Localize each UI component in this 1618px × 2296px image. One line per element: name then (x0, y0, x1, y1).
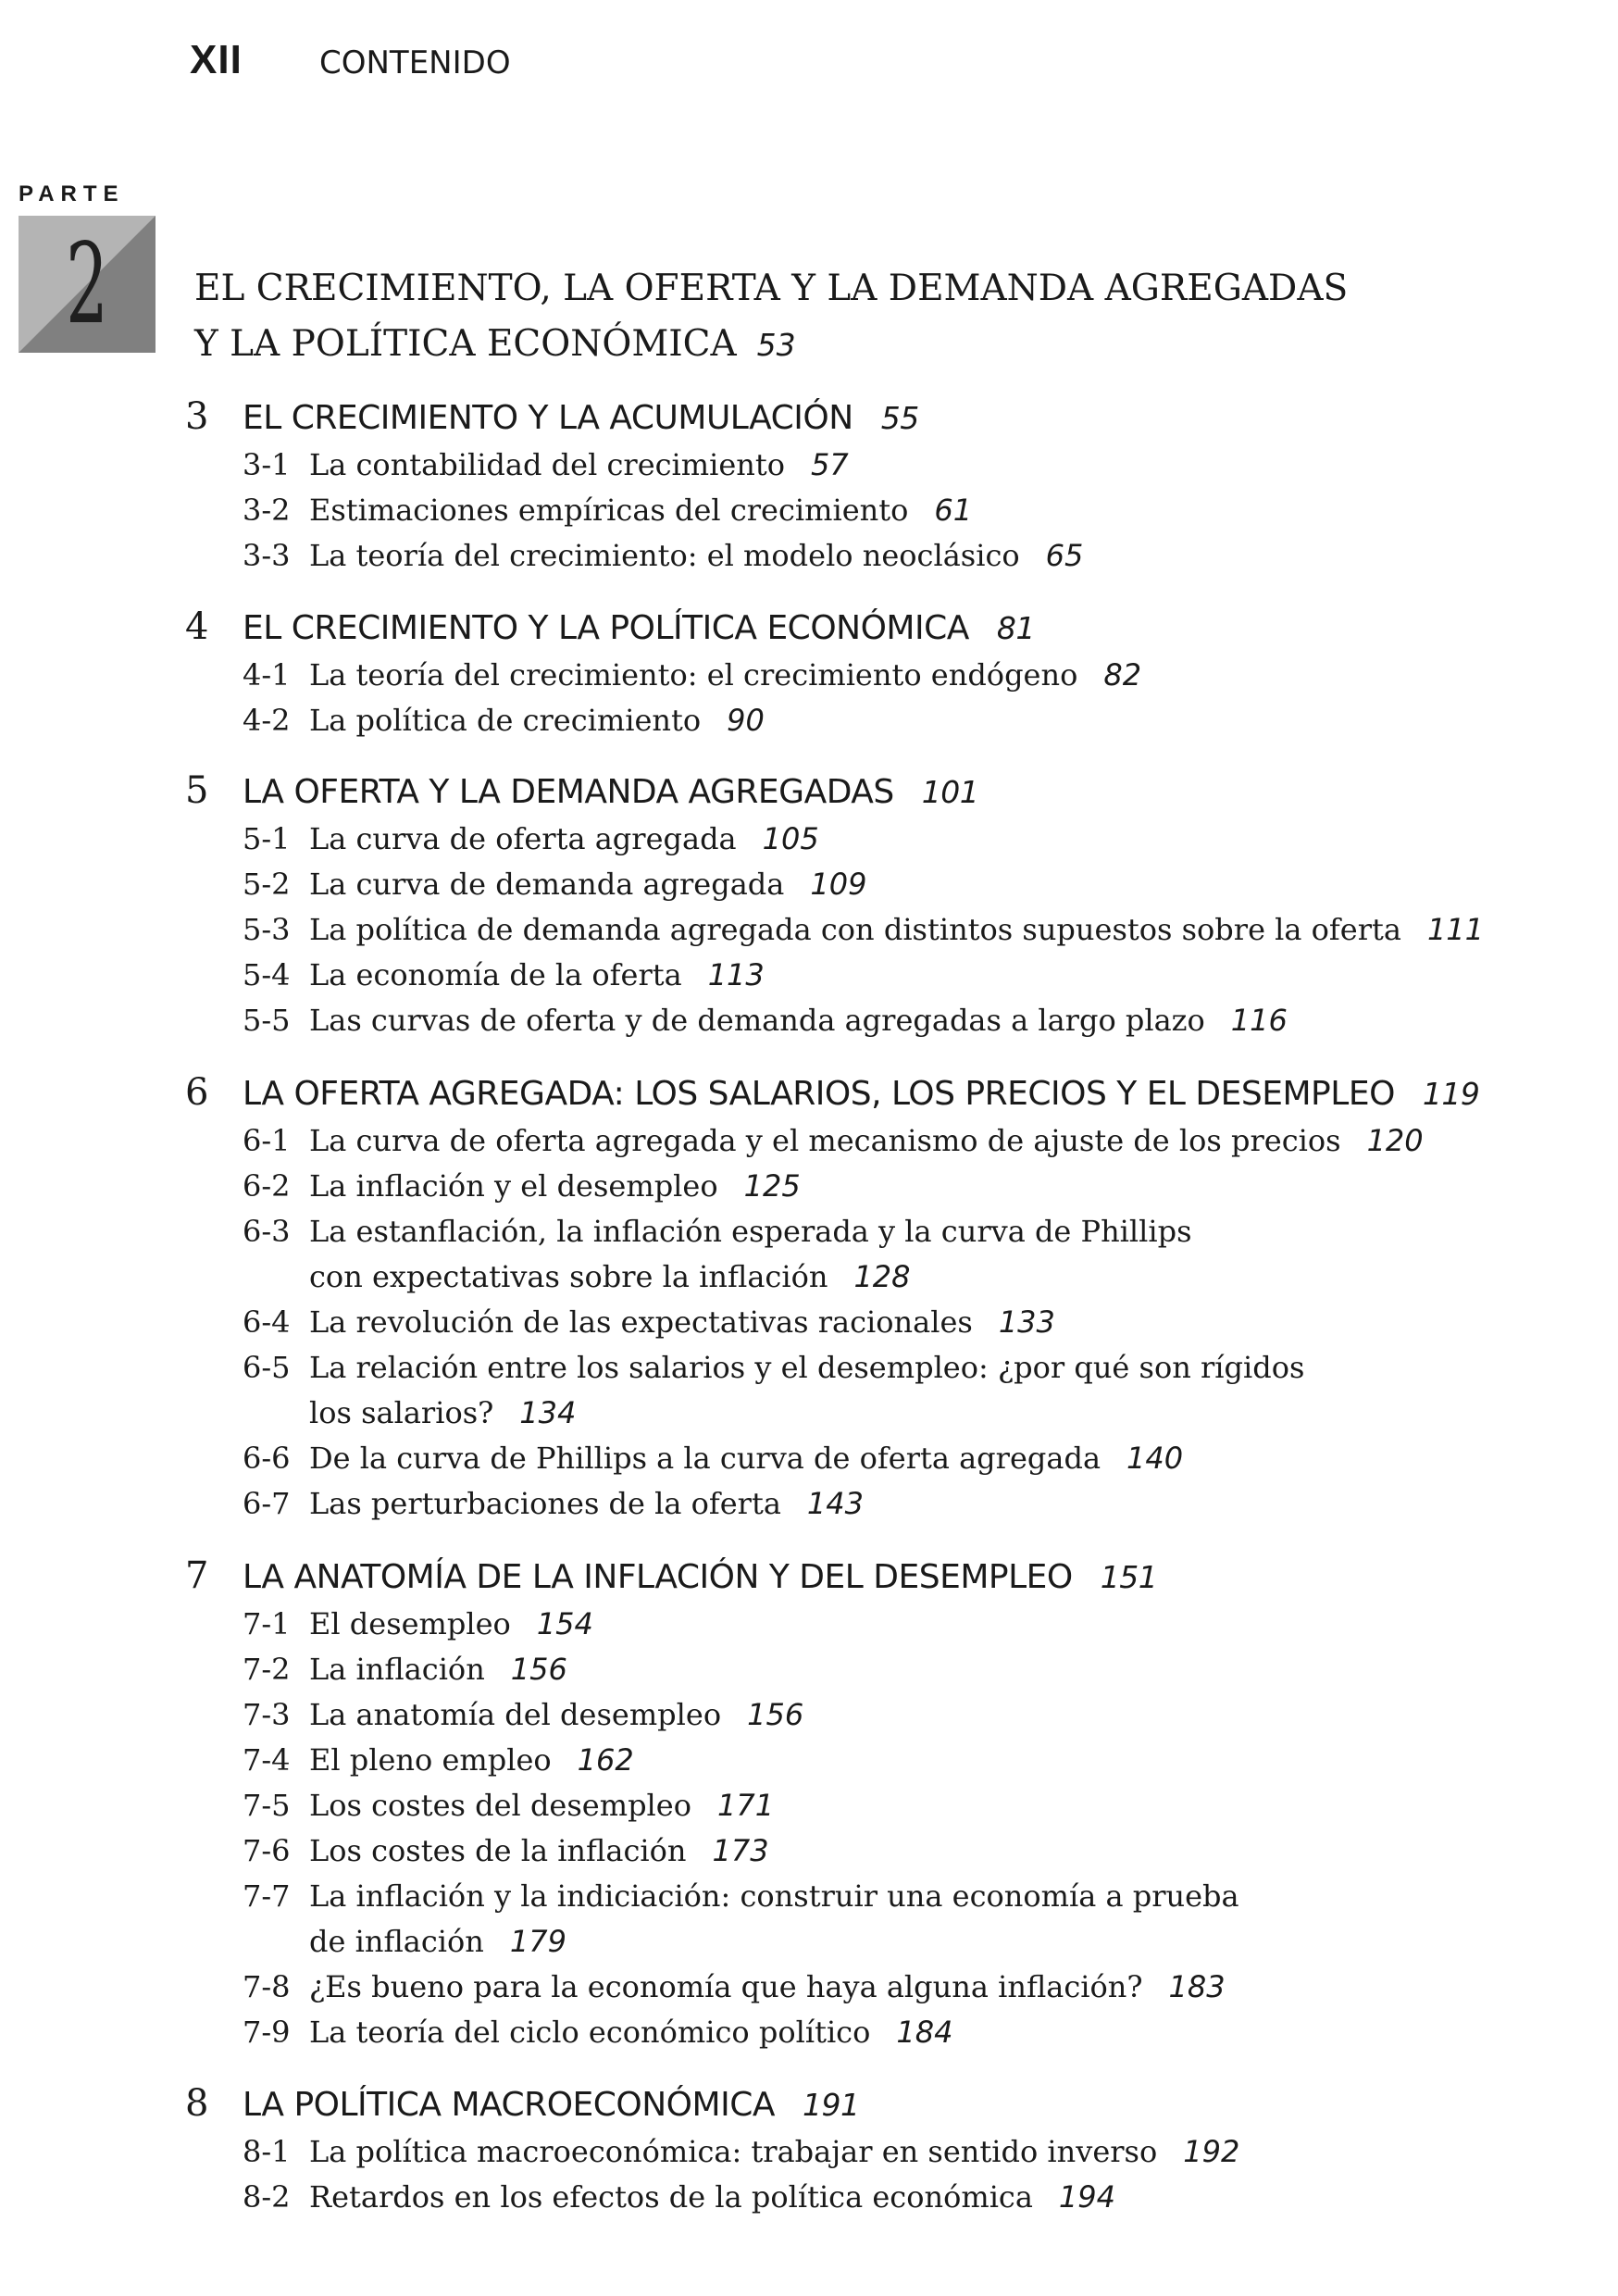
section-3-1 (185, 443, 1083, 488)
chapter-heading (185, 392, 1083, 443)
part-number: 2 (66, 219, 108, 349)
section-7-8 (185, 1965, 1239, 2010)
section-page: 143 (806, 1486, 864, 1521)
section-4-2 (185, 698, 1141, 743)
section-7-5 (185, 1783, 1239, 1828)
section-title: Las curvas de oferta y de demanda agregadas a largo plazo (309, 1003, 1205, 1038)
section-page: 154 (536, 1606, 593, 1641)
section-title-continued: con expectativas sobre la inflación (309, 1259, 828, 1294)
section-page: 192 (1183, 2134, 1240, 2169)
section-5-4 (185, 953, 1484, 998)
section-number: 7-2 (243, 1652, 291, 1687)
section-6-2 (185, 1164, 1479, 1209)
section-number: 4-1 (243, 657, 291, 693)
chapter-title: EL CRECIMIENTO Y LA POLÍTICA ECONÓMICA (243, 609, 969, 647)
section-number: 7-1 (243, 1606, 291, 1641)
chapter-title: EL CRECIMIENTO Y LA ACUMULACIÓN (243, 399, 853, 437)
section-number: 8-2 (243, 2179, 291, 2215)
section-title: Los costes de la inflación (309, 1833, 687, 1868)
chapter-page: 101 (921, 774, 979, 810)
chapter-number: 5 (185, 769, 208, 812)
section-number: 6-6 (243, 1441, 291, 1476)
chapter-heading (185, 2078, 1239, 2129)
section-4-1 (185, 653, 1141, 698)
section-number: 6-2 (243, 1168, 291, 1204)
section-page: 140 (1126, 1441, 1184, 1476)
section-title: La curva de demanda agregada (309, 867, 785, 902)
section-number: 5-2 (243, 867, 291, 902)
section-page: 61 (934, 493, 973, 528)
section-page: 162 (577, 1742, 634, 1778)
section-6-7 (185, 1481, 1479, 1527)
section-number: 7-3 (243, 1697, 291, 1732)
part-title (194, 261, 1348, 373)
chapter-page: 119 (1422, 1076, 1480, 1112)
section-number: 5-1 (243, 821, 291, 856)
section-number: 7-6 (243, 1833, 291, 1868)
section-8-2 (185, 2175, 1239, 2220)
section-title: Retardos en los efectos de la política económica (309, 2179, 1033, 2215)
chapter-3 (185, 392, 1083, 579)
section-7-6 (185, 1828, 1239, 1874)
section-page: 156 (747, 1697, 804, 1732)
section-page: 90 (727, 703, 765, 738)
section-page: 113 (707, 957, 765, 992)
section-3-3 (185, 533, 1083, 579)
section-title: La teoría del ciclo económico político (309, 2015, 871, 2050)
part-page: 53 (756, 327, 796, 363)
chapter-title: LA POLÍTICA MACROECONÓMICA (243, 2086, 775, 2124)
page-number: XII (190, 37, 243, 82)
section-title: Los costes del desempleo (309, 1788, 691, 1823)
section-title: Las perturbaciones de la oferta (309, 1486, 781, 1521)
chapter-number: 3 (185, 395, 208, 438)
chapter-number: 4 (185, 605, 208, 648)
section-title: El desempleo (309, 1606, 511, 1641)
chapter-heading (185, 766, 1484, 817)
section-title: La anatomía del desempleo (309, 1697, 722, 1732)
chapter-heading (185, 1067, 1479, 1118)
chapter-5 (185, 766, 1484, 1043)
section-title: La teoría del crecimiento: el modelo neoclásico (309, 538, 1020, 573)
chapter-page: 151 (1100, 1559, 1158, 1595)
section-7-9 (185, 2010, 1239, 2055)
section-title: De la curva de Phillips a la curva de oferta agregada (309, 1441, 1101, 1476)
section-6-6 (185, 1436, 1479, 1481)
section-number: 8-1 (243, 2134, 291, 2169)
section-page: 105 (762, 821, 819, 856)
section-page: 134 (519, 1395, 577, 1430)
section-title: La contabilidad del crecimiento (309, 447, 786, 482)
chapter-number: 8 (185, 2082, 208, 2125)
section-page: 171 (716, 1788, 775, 1823)
section-6-3 (185, 1209, 1479, 1300)
section-title: La revolución de las expectativas racionales (309, 1304, 973, 1340)
section-page: 82 (1103, 657, 1142, 693)
section-title: La economía de la oferta (309, 957, 682, 992)
section-8-1 (185, 2129, 1239, 2175)
section-number: 6-5 (243, 1350, 291, 1385)
section-title: La inflación y el desempleo (309, 1168, 718, 1204)
section-number: 6-7 (243, 1486, 291, 1521)
section-page: 179 (509, 1924, 566, 1959)
section-number: 5-3 (243, 912, 291, 947)
section-title: La curva de oferta agregada (309, 821, 737, 856)
section-page: 111 (1426, 912, 1485, 947)
chapter-title: LA ANATOMÍA DE LA INFLACIÓN Y DEL DESEMPLEO (243, 1558, 1073, 1596)
section-number: 7-7 (243, 1878, 291, 1914)
section-title: La inflación (309, 1652, 485, 1687)
section-page: 194 (1058, 2179, 1115, 2215)
section-page: 57 (811, 447, 849, 482)
chapter-number: 6 (185, 1071, 208, 1114)
section-5-5 (185, 998, 1484, 1043)
section-title: Estimaciones empíricas del crecimiento (309, 493, 909, 528)
part-number-box (19, 216, 156, 353)
section-7-3 (185, 1692, 1239, 1738)
section-7-7 (185, 1874, 1239, 1965)
section-title: La política macroeconómica: trabajar en sentido inverso (309, 2134, 1158, 2169)
section-6-5 (185, 1345, 1479, 1436)
section-title-continued: los salarios? (309, 1395, 494, 1430)
section-title: La inflación y la indiciación: construir una economía a prueba (309, 1878, 1239, 1914)
section-page: 184 (896, 2015, 953, 2050)
section-number: 7-5 (243, 1788, 291, 1823)
section-number: 5-5 (243, 1003, 291, 1038)
section-title-continued: de inflación (309, 1924, 484, 1959)
section-7-2 (185, 1647, 1239, 1692)
section-page: 125 (743, 1168, 801, 1204)
chapter-heading (185, 602, 1141, 653)
section-page: 65 (1045, 538, 1084, 573)
section-number: 3-3 (243, 538, 291, 573)
section-3-2 (185, 488, 1083, 533)
section-7-4 (185, 1738, 1239, 1783)
section-number: 7-4 (243, 1742, 291, 1778)
section-number: 3-1 (243, 447, 291, 482)
section-number: 6-3 (243, 1214, 291, 1249)
section-page: 120 (1366, 1123, 1424, 1158)
section-title: La curva de oferta agregada y el mecanismo de ajuste de los precios (309, 1123, 1341, 1158)
section-7-1 (185, 1602, 1239, 1647)
chapter-6 (185, 1067, 1479, 1527)
chapter-heading (185, 1551, 1239, 1602)
section-number: 6-1 (243, 1123, 291, 1158)
chapter-page: 55 (880, 400, 919, 436)
section-page: 156 (510, 1652, 567, 1687)
section-number: 3-2 (243, 493, 291, 528)
section-number: 7-8 (243, 1969, 291, 2004)
section-page: 116 (1230, 1003, 1288, 1038)
section-number: 4-2 (243, 703, 291, 738)
section-title: El pleno empleo (309, 1742, 552, 1778)
section-number: 6-4 (243, 1304, 291, 1340)
part-label: PARTE (19, 181, 125, 206)
running-head-title: CONTENIDO (319, 44, 511, 81)
section-5-1 (185, 817, 1484, 862)
section-number: 5-4 (243, 957, 291, 992)
section-title: La teoría del crecimiento: el crecimiento endógeno (309, 657, 1078, 693)
section-page: 128 (853, 1259, 911, 1294)
section-number: 7-9 (243, 2015, 291, 2050)
chapter-page: 81 (996, 610, 1035, 646)
section-6-4 (185, 1300, 1479, 1345)
chapter-page: 191 (802, 2087, 860, 2123)
section-page: 133 (998, 1304, 1055, 1340)
section-page: 109 (810, 867, 867, 902)
section-6-1 (185, 1118, 1479, 1164)
section-page: 183 (1168, 1969, 1226, 2004)
chapter-4 (185, 602, 1141, 743)
part-title-line-2: Y LA POLÍTICA ECONÓMICA (194, 323, 737, 365)
section-5-2 (185, 862, 1484, 907)
section-title: ¿Es bueno para la economía que haya alguna inflación? (309, 1969, 1143, 2004)
section-title: La relación entre los salarios y el desempleo: ¿por qué son rígidos (309, 1350, 1305, 1385)
chapter-7 (185, 1551, 1239, 2055)
section-page: 173 (712, 1833, 769, 1868)
section-5-3 (185, 907, 1484, 953)
part-title-line-1: EL CRECIMIENTO, LA OFERTA Y LA DEMANDA AGREGADAS (194, 268, 1349, 309)
chapter-title: LA OFERTA AGREGADA: LOS SALARIOS, LOS PRECIOS Y EL DESEMPLEO (243, 1075, 1395, 1113)
chapter-8 (185, 2078, 1239, 2220)
chapter-title: LA OFERTA Y LA DEMANDA AGREGADAS (243, 773, 894, 811)
chapter-number: 7 (185, 1554, 208, 1597)
section-title: La política de crecimiento (309, 703, 702, 738)
section-title: La política de demanda agregada con distintos supuestos sobre la oferta (309, 912, 1401, 947)
section-title: La estanflación, la inflación esperada y la curva de Phillips (309, 1214, 1192, 1249)
